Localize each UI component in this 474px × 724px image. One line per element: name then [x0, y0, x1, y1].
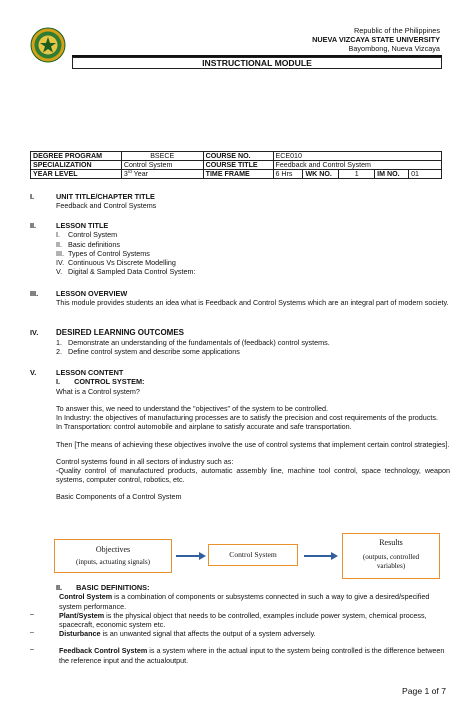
location-line: Bayombong, Nueva Vizcaya	[348, 43, 440, 53]
subsection-heading: I. CONTROL SYSTEM:	[56, 377, 145, 387]
list-item: IV. Continuous Vs Discrete Modelling	[56, 257, 176, 267]
time-frame-label: TIME FRAME	[203, 170, 273, 179]
page-number: Page 1 of 7	[402, 686, 446, 696]
section-lesson-title: II. LESSON TITLE I. Control System II. Basic definitions III. Types of Control Systems IV. Continuous Vs Discrete Modelling V. Digital & Sampled Data Control System:	[30, 221, 450, 276]
unit-title-text: Feedback and Control Systems	[56, 201, 157, 211]
list-item: II. Basic definitions	[56, 239, 120, 249]
table-row	[31, 170, 442, 179]
course-no-label: COURSE NO.	[203, 152, 273, 161]
list-item: III. Types of Control Systems	[56, 248, 150, 258]
control-system-box: Control System	[208, 544, 298, 566]
arrow-right-icon	[176, 555, 200, 557]
time-frame-value: 6 Hrs	[273, 170, 303, 179]
course-title-value: Feedback and Control System	[273, 161, 441, 170]
definition-item: – Feedback Control System is a system where in the actual input to the system being controlled is the difference between the reference input and the actualoutput.	[30, 646, 445, 665]
section-heading: DESIRED LEARNING OUTCOMES	[56, 328, 185, 337]
year-level-value: 3rd Year	[121, 170, 203, 179]
list-item: 2. Define control system and describe some applications	[56, 347, 240, 357]
content-paragraph: In Industry: the objectives of manufacturing processes are to satisfy the precision and cost requirements of the products.	[56, 413, 438, 423]
subsection-heading: II. BASIC DEFINITIONS:	[56, 583, 150, 592]
list-item: V. Digital & Sampled Data Control System:	[56, 267, 196, 277]
arrow-right-icon	[304, 555, 332, 557]
week-no-value: 1	[339, 170, 375, 179]
course-title-label: COURSE TITLE	[203, 161, 273, 170]
im-no-value: 01	[409, 170, 442, 179]
section-heading: LESSON OVERVIEW	[56, 289, 128, 298]
section-heading: UNIT TITLE/CHAPTER TITLE	[56, 192, 155, 201]
university-seal-icon	[30, 27, 66, 63]
section-heading: LESSON CONTENT	[56, 368, 124, 377]
definition-item: – Disturbance is an unwanted signal that affects the output of a system adversely.	[30, 629, 316, 639]
section-learning-outcomes: IV. DESIRED LEARNING OUTCOMES 1. Demonstrate an understanding of the fundamentals of (feedback) control systems. 2. Define control system and describe some applications	[30, 328, 450, 357]
section-lesson-content: V. LESSON CONTENT I. CONTROL SYSTEM: What is a Control system? To answer this, we need to understand the "objectives" of the system to be controlled. In Industry: the objectives of manufacturing processes are to satisfy the precision and cost requirements of the products. In Transportation: control automobile and airplane to satisfy accurate and safe transportation. Then [The means of achieving these objectives involve the use of control systems that implement certain control strategies]. Control systems found in all sectors of industry such as: -Quality control of manufactured products, automatic assembly line, machine tool control, space technology, weapon systems, computer control, robotics, etc. Basic Components of a Control System	[30, 368, 450, 502]
content-paragraph: To answer this, we need to understand the "objectives" of the system to be controlled.	[56, 403, 328, 413]
section-lesson-overview: III. LESSON OVERVIEW This module provides students an idea what is Feedback and Control Systems which are an integral part of modern society.	[30, 289, 449, 308]
section-unit-title: I. UNIT TITLE/CHAPTER TITLE Feedback and Control Systems	[30, 192, 450, 211]
degree-program-label: DEGREE PROGRAM	[31, 152, 122, 161]
section-basic-definitions	[30, 583, 450, 665]
content-paragraph: In Transportation: control automobile and airplane to satisfy accurate and safe transportation.	[56, 422, 352, 432]
section-heading: LESSON TITLE	[56, 221, 109, 230]
definition-item: Control System is a combination of components or subsystems connected in such a way to give a desired/specified system performance.	[59, 592, 430, 611]
objectives-box: Objectives (inputs, actuating signals)	[54, 539, 172, 573]
specialization-value: Control System	[121, 161, 203, 170]
course-no-value: ECE010	[273, 152, 441, 161]
content-paragraph: Then [The means of achieving these objectives involve the use of control systems that implement certain control strategies].	[56, 439, 450, 449]
diagram-caption: Basic Components of a Control System	[56, 492, 182, 502]
table-row	[31, 152, 442, 161]
control-system-diagram	[54, 537, 446, 583]
week-no-label: WK NO.	[303, 170, 339, 179]
content-paragraph: Control systems found in all sectors of industry such as:	[56, 456, 234, 466]
im-no-label: IM NO.	[375, 170, 409, 179]
list-item: I. Control System	[56, 230, 118, 240]
results-box: Results (outputs, controlled variables)	[342, 533, 440, 579]
republic-line: Republic of the Philippines	[354, 26, 440, 35]
year-level-label: YEAR LEVEL	[31, 170, 122, 179]
table-row	[31, 161, 442, 170]
course-info-table	[30, 151, 442, 179]
degree-program-value: BSECE	[121, 152, 203, 161]
university-name: NUEVA VIZCAYA STATE UNIVERSITY	[312, 34, 440, 44]
specialization-label: SPECIALIZATION	[31, 161, 122, 170]
content-paragraph: -Quality control of manufactured products, automatic assembly line, machine tool control, space technology, weapon systems, computer control, robotics, etc.	[56, 465, 450, 485]
list-item: 1. Demonstrate an understanding of the fundamentals of (feedback) control systems.	[56, 338, 330, 348]
definition-item: – Plant/System is the physical object that needs to be controlled, examples include power system, chemical process, spacecraft, economic system etc.	[30, 610, 427, 629]
header-text	[70, 27, 440, 54]
module-title: INSTRUCTIONAL MODULE	[72, 57, 442, 69]
content-question: What is a Control system?	[56, 386, 140, 396]
overview-text: This module provides students an idea what is Feedback and Control Systems which are an integral part of modern society.	[56, 298, 449, 308]
